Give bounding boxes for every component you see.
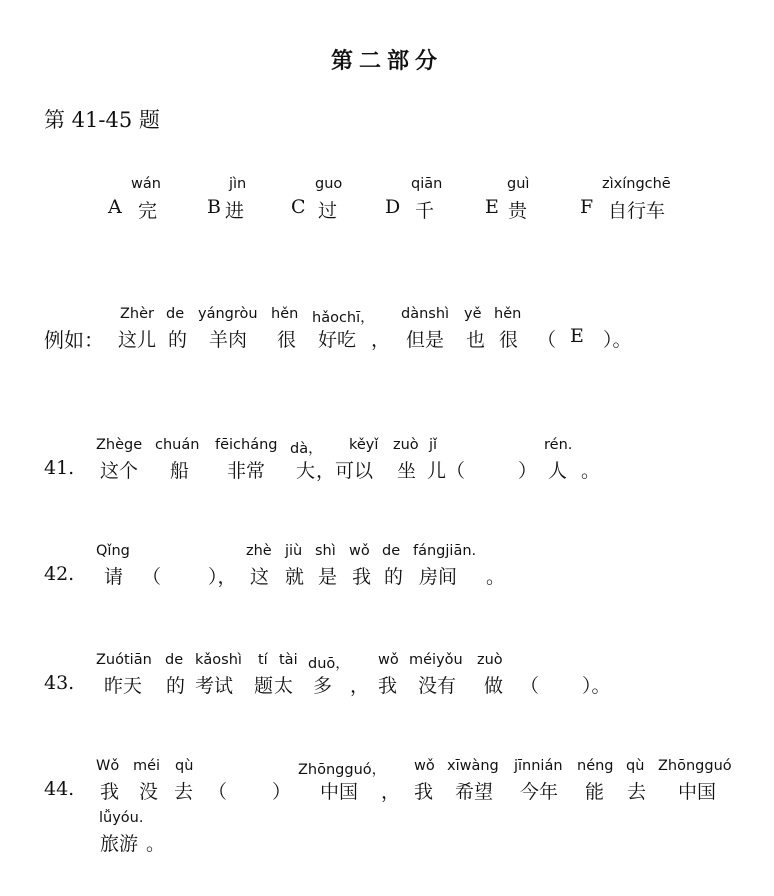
- page-title: 第二部分: [330, 48, 443, 74]
- hanzi-word: 的: [166, 675, 186, 697]
- answer-blank: （: [208, 781, 228, 803]
- hanzi-word: 。: [486, 566, 506, 588]
- hanzi-word: 就: [285, 566, 305, 588]
- hanzi-word: 多: [313, 675, 333, 697]
- pinyin-word: de: [166, 306, 185, 322]
- option-a-hanzi: 完: [138, 200, 158, 222]
- hanzi-word: 非常: [227, 460, 266, 482]
- pinyin-word: jīnnián: [514, 758, 563, 774]
- pinyin-word: zuò: [393, 437, 419, 453]
- pinyin-word: de: [382, 543, 401, 559]
- option-d-letter: D: [385, 196, 401, 218]
- hanzi-word: 的: [168, 329, 188, 351]
- hanzi-word: 船: [170, 460, 190, 482]
- option-b-pinyin: jìn: [229, 176, 247, 192]
- pinyin-word: jiù: [285, 543, 303, 559]
- hanzi-word: 好吃: [318, 329, 357, 351]
- hanzi-word: 是: [318, 566, 338, 588]
- pinyin-word: Qǐng: [96, 543, 130, 559]
- pinyin-word: méiyǒu: [409, 652, 463, 668]
- option-f-hanzi: 自行车: [608, 200, 666, 222]
- pinyin-word: tài: [279, 652, 298, 668]
- hanzi-word: 考试: [195, 675, 234, 697]
- option-c-pinyin: guo: [315, 176, 343, 192]
- pinyin-word: zhè: [246, 543, 272, 559]
- hanzi-word: ，可以: [316, 460, 374, 482]
- pinyin-word: Zhōngguó: [658, 758, 732, 774]
- pinyin-word: hěn: [271, 306, 299, 322]
- answer-blank: ），: [208, 566, 237, 588]
- hanzi-word: ）。: [603, 329, 632, 351]
- option-a-pinyin: wán: [131, 176, 161, 192]
- pinyin-word: jǐ: [429, 437, 438, 453]
- hanzi-word: 能: [585, 781, 605, 803]
- hanzi-word: 坐: [397, 460, 417, 482]
- hanzi-word: （: [537, 329, 557, 351]
- question-number: 41.: [44, 457, 75, 479]
- hanzi-word: 旅游: [100, 833, 139, 855]
- option-d-hanzi: 千: [415, 200, 435, 222]
- hanzi-word: 题: [254, 675, 274, 697]
- pinyin-word: wǒ: [378, 652, 399, 668]
- answer-blank: ）: [518, 460, 538, 482]
- answer-blank: （: [520, 675, 540, 697]
- hanzi-word: 去: [174, 781, 194, 803]
- pinyin-word: tí: [258, 652, 268, 668]
- option-e-letter: E: [485, 196, 499, 218]
- question-number: 43.: [44, 672, 75, 694]
- pinyin-word: qù: [175, 758, 194, 774]
- hanzi-word: 希望: [455, 781, 494, 803]
- hanzi-word: 人: [548, 460, 568, 482]
- pinyin-word: duō，: [308, 656, 350, 672]
- pinyin-word: méi: [133, 758, 161, 774]
- option-b-letter: B: [207, 196, 221, 218]
- hanzi-word: 我: [100, 781, 120, 803]
- question-number: 44.: [44, 778, 75, 800]
- pinyin-word: kǎoshì: [195, 652, 242, 668]
- pinyin-word: hǎochī，: [312, 310, 375, 326]
- pinyin-word: lǚyóu.: [99, 810, 144, 826]
- hanzi-word: ，: [381, 781, 401, 803]
- option-f-pinyin: zìxíngchē: [602, 176, 671, 192]
- option-e-pinyin: guì: [507, 176, 530, 192]
- hanzi-word: 我: [352, 566, 372, 588]
- hanzi-word: 中国: [678, 781, 717, 803]
- answer-blank: ）。: [582, 675, 611, 697]
- pinyin-word: shì: [315, 543, 336, 559]
- pinyin-word: kěyǐ: [349, 437, 379, 453]
- hanzi-word: 我: [378, 675, 398, 697]
- pinyin-word: rén.: [544, 437, 573, 453]
- pinyin-word: hěn: [494, 306, 522, 322]
- pinyin-word: Zuótiān: [96, 652, 152, 668]
- hanzi-word: 。: [581, 460, 601, 482]
- hanzi-word: 房间: [419, 566, 458, 588]
- pinyin-word: yě: [464, 306, 482, 322]
- hanzi-word: 请: [104, 566, 124, 588]
- hanzi-word: 这儿: [118, 329, 157, 351]
- example-label: 例如：: [44, 328, 104, 352]
- option-d-pinyin: qiān: [411, 176, 443, 192]
- answer-blank: ）: [272, 781, 292, 803]
- instruction-heading: 第 41-45 题: [44, 108, 160, 132]
- pinyin-word: wǒ: [414, 758, 435, 774]
- hanzi-word: 但是: [406, 329, 445, 351]
- pinyin-word: Zhèr: [120, 306, 155, 322]
- pinyin-word: dànshì: [401, 306, 450, 322]
- hanzi-word: 今年: [520, 781, 559, 803]
- answer-blank: （: [142, 566, 162, 588]
- option-a-letter: A: [108, 196, 122, 218]
- hanzi-word: ，: [350, 675, 370, 697]
- hanzi-word: 大: [296, 460, 316, 482]
- hanzi-word: 这个: [100, 460, 139, 482]
- pinyin-word: zuò: [477, 652, 503, 668]
- option-b-hanzi: 进: [225, 200, 245, 222]
- hanzi-word: ，: [371, 329, 391, 351]
- answer-blank: 儿（: [427, 460, 466, 482]
- pinyin-word: de: [165, 652, 184, 668]
- option-f-letter: F: [580, 196, 594, 218]
- hanzi-word: 这: [250, 566, 270, 588]
- pinyin-word: Zhōngguó，: [298, 762, 387, 778]
- pinyin-word: Wǒ: [96, 758, 120, 774]
- question-number: 42.: [44, 563, 75, 585]
- hanzi-word: 太: [274, 675, 294, 697]
- hanzi-word: 做: [484, 675, 504, 697]
- pinyin-word: chuán: [155, 437, 200, 453]
- hanzi-word: 也: [466, 329, 486, 351]
- pinyin-word: Zhège: [96, 437, 143, 453]
- hanzi-word: 没有: [418, 675, 457, 697]
- hanzi-word: 去: [627, 781, 647, 803]
- option-c-letter: C: [291, 196, 306, 218]
- hanzi-word: 很: [499, 329, 519, 351]
- example-answer: E: [570, 325, 584, 347]
- pinyin-word: yángròu: [198, 306, 258, 322]
- hanzi-word: 很: [277, 329, 297, 351]
- pinyin-word: fēicháng: [215, 437, 278, 453]
- hanzi-word: 的: [384, 566, 404, 588]
- pinyin-word: fángjiān.: [413, 543, 477, 559]
- option-e-hanzi: 贵: [508, 200, 528, 222]
- pinyin-word: xīwàng: [447, 758, 499, 774]
- hanzi-word: 羊肉: [209, 329, 248, 351]
- option-c-hanzi: 过: [318, 200, 338, 222]
- hanzi-word: 。: [146, 833, 166, 855]
- pinyin-word: dà，: [290, 441, 323, 457]
- pinyin-word: néng: [577, 758, 614, 774]
- hanzi-word: 昨天: [104, 675, 143, 697]
- pinyin-word: qù: [626, 758, 645, 774]
- hanzi-word: 我: [414, 781, 434, 803]
- hanzi-word: 没: [139, 781, 159, 803]
- pinyin-word: wǒ: [349, 543, 370, 559]
- hanzi-word: 中国: [320, 781, 359, 803]
